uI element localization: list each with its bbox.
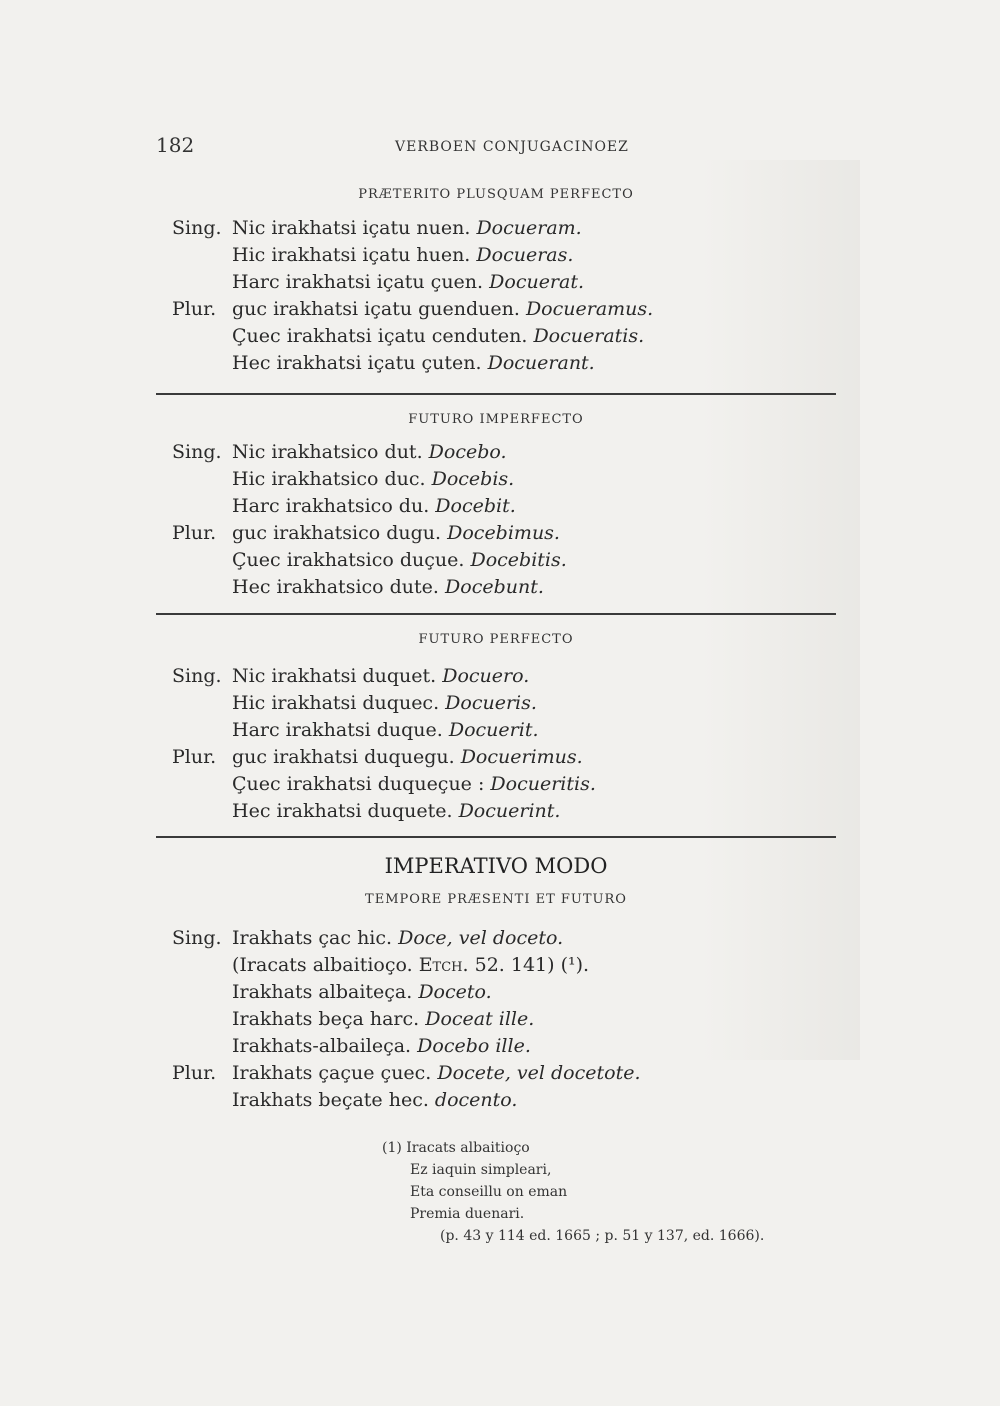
basque-form: Nic irakhatsico dut. Docebo. — [232, 441, 507, 463]
section-title-futuro-imperfecto: FUTURO IMPERFECTO — [408, 412, 584, 427]
footnote-line: Premia duenari. — [410, 1206, 525, 1222]
source-abbrev: Etch. — [418, 954, 469, 976]
latin-gloss: Docuero. — [442, 665, 530, 687]
basque-form: guc irakhatsi içatu guenduen. Docueramus. — [232, 298, 654, 320]
section-divider — [156, 613, 836, 615]
latin-gloss: Docuerant. — [487, 352, 595, 374]
basque-form: Nic irakhatsi duquet. Docuero. — [232, 665, 530, 687]
latin-gloss: Docueramus. — [525, 298, 654, 320]
latin-gloss: Docebunt. — [445, 576, 544, 598]
latin-gloss: Doceat ille. — [425, 1008, 535, 1030]
latin-gloss: Doce, vel doceto. — [398, 927, 564, 949]
footnote-citation: (p. 43 y 114 ed. 1665 ; p. 51 y 137, ed. 1666). — [440, 1228, 765, 1244]
latin-gloss: Docebo. — [428, 441, 507, 463]
basque-form: Çuec irakhatsi içatu cenduten. Docueratis. — [232, 325, 645, 347]
basque-form: Harc irakhatsi duque. Docuerit. — [232, 719, 539, 741]
latin-gloss: Docebo ille. — [417, 1035, 531, 1057]
latin-gloss: Docebis. — [431, 468, 515, 490]
section-divider — [156, 836, 836, 838]
running-head: VERBOEN CONJUGACINOEZ — [395, 139, 629, 155]
major-title-imperativo: IMPERATIVO MODO — [384, 854, 608, 878]
latin-gloss: Docueram. — [476, 217, 582, 239]
basque-form: Hic irakhatsi duquec. Docueris. — [232, 692, 537, 714]
number-label: Plur. — [172, 522, 217, 544]
basque-form: Çuec irakhatsico duçue. Docebitis. — [232, 549, 567, 571]
note-text: (Iracats albaitioço. Etch. 52. 141) (¹). — [232, 954, 590, 976]
latin-gloss: Docebimus. — [447, 522, 560, 544]
basque-form: Irakhats-albaileça. Docebo ille. — [232, 1035, 531, 1057]
latin-gloss: Docueras. — [476, 244, 574, 266]
latin-gloss: Docuerint. — [458, 800, 561, 822]
latin-gloss: Docueris. — [445, 692, 537, 714]
latin-gloss: Docuerat. — [489, 271, 585, 293]
number-label: Plur. — [172, 1062, 217, 1084]
show-through-shadow — [700, 160, 860, 1060]
number-label: Sing. — [172, 217, 222, 239]
page-number: 182 — [156, 133, 195, 157]
footnote-line: (1) Iracats albaitioço — [382, 1140, 530, 1156]
basque-form: Irakhats çaçue çuec. Docete, vel docetote. — [232, 1062, 641, 1084]
basque-form: Irakhats albaiteça. Doceto. — [232, 981, 492, 1003]
section-title-plusquam: PRÆTERITO PLUSQUAM PERFECTO — [358, 187, 634, 202]
latin-gloss: Docueritis. — [490, 773, 596, 795]
latin-gloss: Docete, vel docetote. — [437, 1062, 641, 1084]
latin-gloss: Docuerimus. — [460, 746, 583, 768]
basque-form: Çuec irakhatsi duqueçue : Docueritis. — [232, 773, 596, 795]
number-label: Sing. — [172, 927, 222, 949]
number-label: Sing. — [172, 441, 222, 463]
latin-gloss: Docebitis. — [470, 549, 567, 571]
basque-form: Harc irakhatsi içatu çuen. Docuerat. — [232, 271, 585, 293]
basque-form: Hec irakhatsico dute. Docebunt. — [232, 576, 544, 598]
footnote-marker: (¹). — [560, 954, 590, 976]
basque-form: Hec irakhatsi içatu çuten. Docuerant. — [232, 352, 595, 374]
number-label: Plur. — [172, 746, 217, 768]
number-label: Sing. — [172, 665, 222, 687]
latin-gloss: Docuerit. — [448, 719, 539, 741]
number-label: Plur. — [172, 298, 217, 320]
footnote-line: Eta conseillu on eman — [410, 1184, 568, 1200]
basque-form: Harc irakhatsico du. Docebit. — [232, 495, 516, 517]
footnote-line: Ez iaquin simpleari, — [410, 1162, 552, 1178]
basque-form: guc irakhatsico dugu. Docebimus. — [232, 522, 560, 544]
basque-form: guc irakhatsi duquegu. Docuerimus. — [232, 746, 583, 768]
basque-form: Irakhats çac hic. Doce, vel doceto. — [232, 927, 564, 949]
basque-form: Irakhats beçate hec. docento. — [232, 1089, 518, 1111]
latin-gloss: Doceto. — [418, 981, 492, 1003]
section-title-imperativo: TEMPORE PRÆSENTI ET FUTURO — [365, 892, 627, 907]
basque-form: Hic irakhatsico duc. Docebis. — [232, 468, 515, 490]
latin-gloss: docento. — [434, 1089, 518, 1111]
latin-gloss: Docueratis. — [533, 325, 645, 347]
latin-gloss: Docebit. — [435, 495, 516, 517]
basque-form: Irakhats beça harc. Doceat ille. — [232, 1008, 535, 1030]
section-divider — [156, 393, 836, 395]
basque-form: Hec irakhatsi duquete. Docuerint. — [232, 800, 561, 822]
section-title-futuro-perfecto: FUTURO PERFECTO — [418, 632, 574, 647]
basque-form: Nic irakhatsi içatu nuen. Docueram. — [232, 217, 582, 239]
basque-form: Hic irakhatsi içatu huen. Docueras. — [232, 244, 574, 266]
